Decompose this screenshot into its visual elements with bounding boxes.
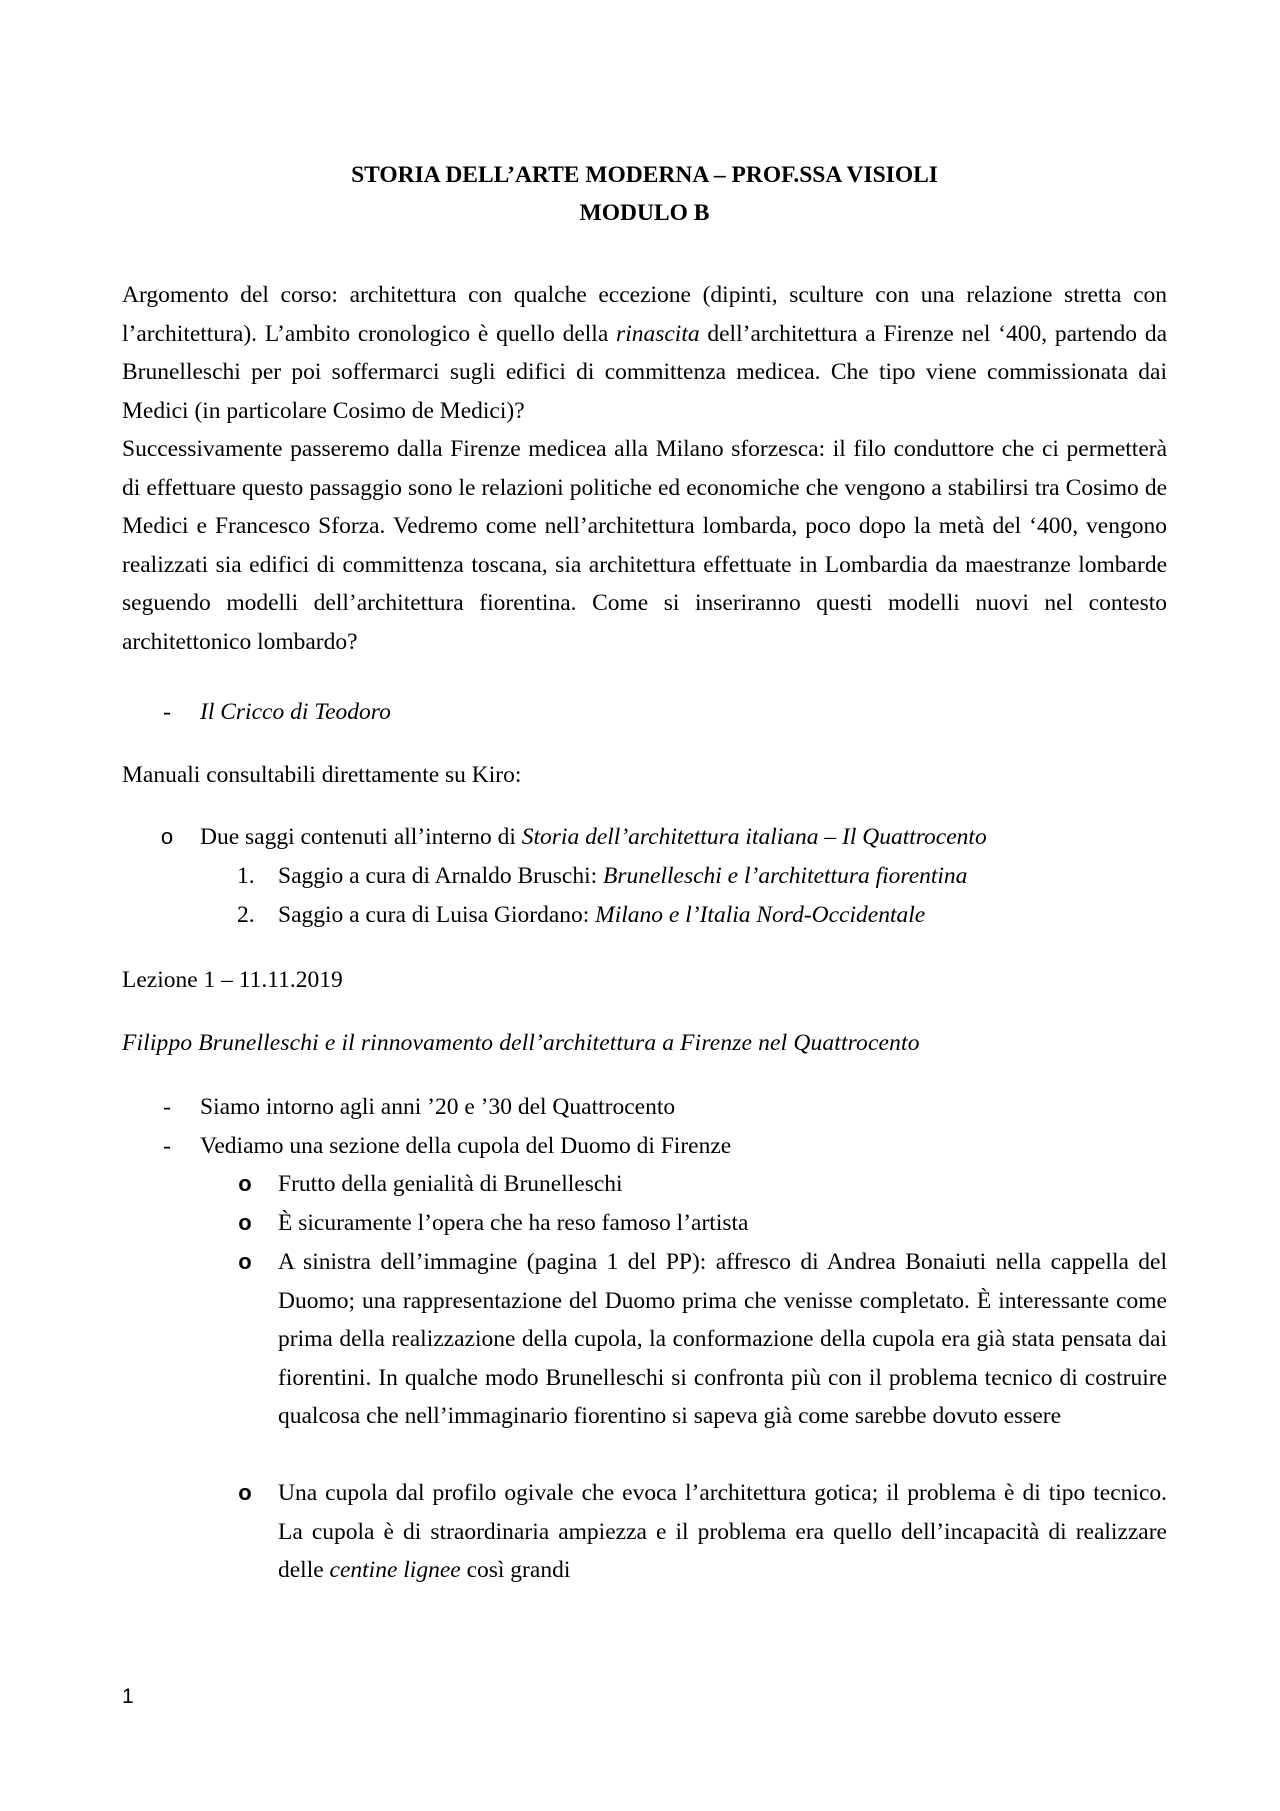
lesson-subitem: Frutto della genialità di Brunelleschi [278,1171,623,1197]
page-number: 1 [122,1685,134,1708]
document-title: STORIA DELL’ARTE MODERNA – PROF.SSA VISIOLI [351,162,938,188]
list-item [278,857,967,896]
lesson-subitem: È sicuramente l’opera che ha reso famoso l’artista [278,1210,749,1236]
list-item-title: Brunelleschi e l’architettura fiorentina [603,863,968,889]
dash-bullet: - [163,1094,171,1120]
lesson-subitem-text: Una cupola dal profilo ogivale che evoca l’architettura gotica; il problema è di tipo tecnico. La cupola è di straordinaria ampiezza e il problema era quello dell’incapacità di realizzare delle [278,1480,1167,1583]
list-number: 1. [237,863,255,889]
circle-bullet-icon: o [238,1249,252,1274]
list-item [278,896,925,935]
manuals-item-title: Storia dell’architettura italiana – Il Quattrocento [521,824,987,850]
lesson-subtitle: Filippo Brunelleschi e il rinnovamento dell’architettura a Firenze nel Quattrocento [122,1030,920,1056]
lesson-item: Vediamo una sezione della cupola del Duomo di Firenze [200,1133,732,1159]
intro-paragraph-1 [122,276,1167,430]
intro-text: Successivamente passeremo dalla Firenze medicea alla Milano sforzesca: il filo conduttore che ci permetterà di effettuare questo passaggio sono le relazioni politiche ed economiche che vengono a stabilirsi tra Cosimo de Medici e Francesco Sforza. Vedremo come nell’architettura lombarda, poco dopo la metà del ‘400, vengono realizzati sia edifici di committenza toscana, sia architettura effettuate in Lombardia da maestranze lombarde seguendo modelli dell’architettura fiorentina. Come si inseriranno questi modelli nuovi nel contesto architettonico lombardo? [122,436,1167,655]
document-subtitle: MODULO B [579,200,710,226]
lesson-subitem-text: così grandi [460,1557,571,1583]
intro-paragraph-2 [122,430,1167,661]
textbook-title: Il Cricco di Teodoro [200,699,391,725]
manuals-item [200,818,987,857]
dash-bullet: - [163,699,171,725]
lesson-subitem-emphasis: centine lignee [329,1557,461,1583]
lesson-heading: Lezione 1 – 11.11.2019 [122,967,343,993]
list-number: 2. [237,902,255,928]
intro-emphasis: rinascita [616,320,700,347]
lesson-item: Siamo intorno agli anni ’20 e ’30 del Quattrocento [200,1094,676,1120]
intro-text: dell’architettura a Firenze nel ‘400, partendo da Brunelleschi per poi soffermarci sugli edifici di committenza medicea. Che tipo viene commissionata dai Medici (in particolare Cosimo de Medici)? [122,320,1167,424]
circle-bullet-icon: o [238,1171,252,1196]
circle-bullet-icon: o [238,1480,252,1505]
intro-text: Argomento del corso: architettura con qualche eccezione (dipinti, sculture con una relazione stretta con l’architettura). L’ambito cronologico è quello della [122,282,1167,347]
list-item-text: Saggio a cura di Luisa Giordano: [278,902,596,928]
lesson-subitem: A sinistra dell’immagine (pagina 1 del PP): affresco di Andrea Bonaiuti nella cappella del Duomo; una rappresentazione del Duomo prima che venisse completato. È interessante come prima della realizzazione della cupola, la conformazione della cupola era già stata pensata dai fiorentini. In qualche modo Brunelleschi si confronta più con il problema tecnico di costruire qualcosa che nell’immaginario fiorentino si sapeva già come sarebbe dovuto essere [278,1249,1167,1429]
manuals-heading: Manuali consultabili direttamente su Kiro: [122,762,522,788]
list-item-text: Saggio a cura di Arnaldo Bruschi: [278,863,604,889]
list-item-title: Milano e l’Italia Nord-Occidentale [595,902,926,928]
circle-bullet-icon: o [238,1210,252,1235]
lesson-subitem [278,1474,1167,1590]
dash-bullet: - [163,1133,171,1159]
manuals-item-text: Due saggi contenuti all’interno di [200,824,522,850]
circle-bullet-icon: o [160,824,174,849]
